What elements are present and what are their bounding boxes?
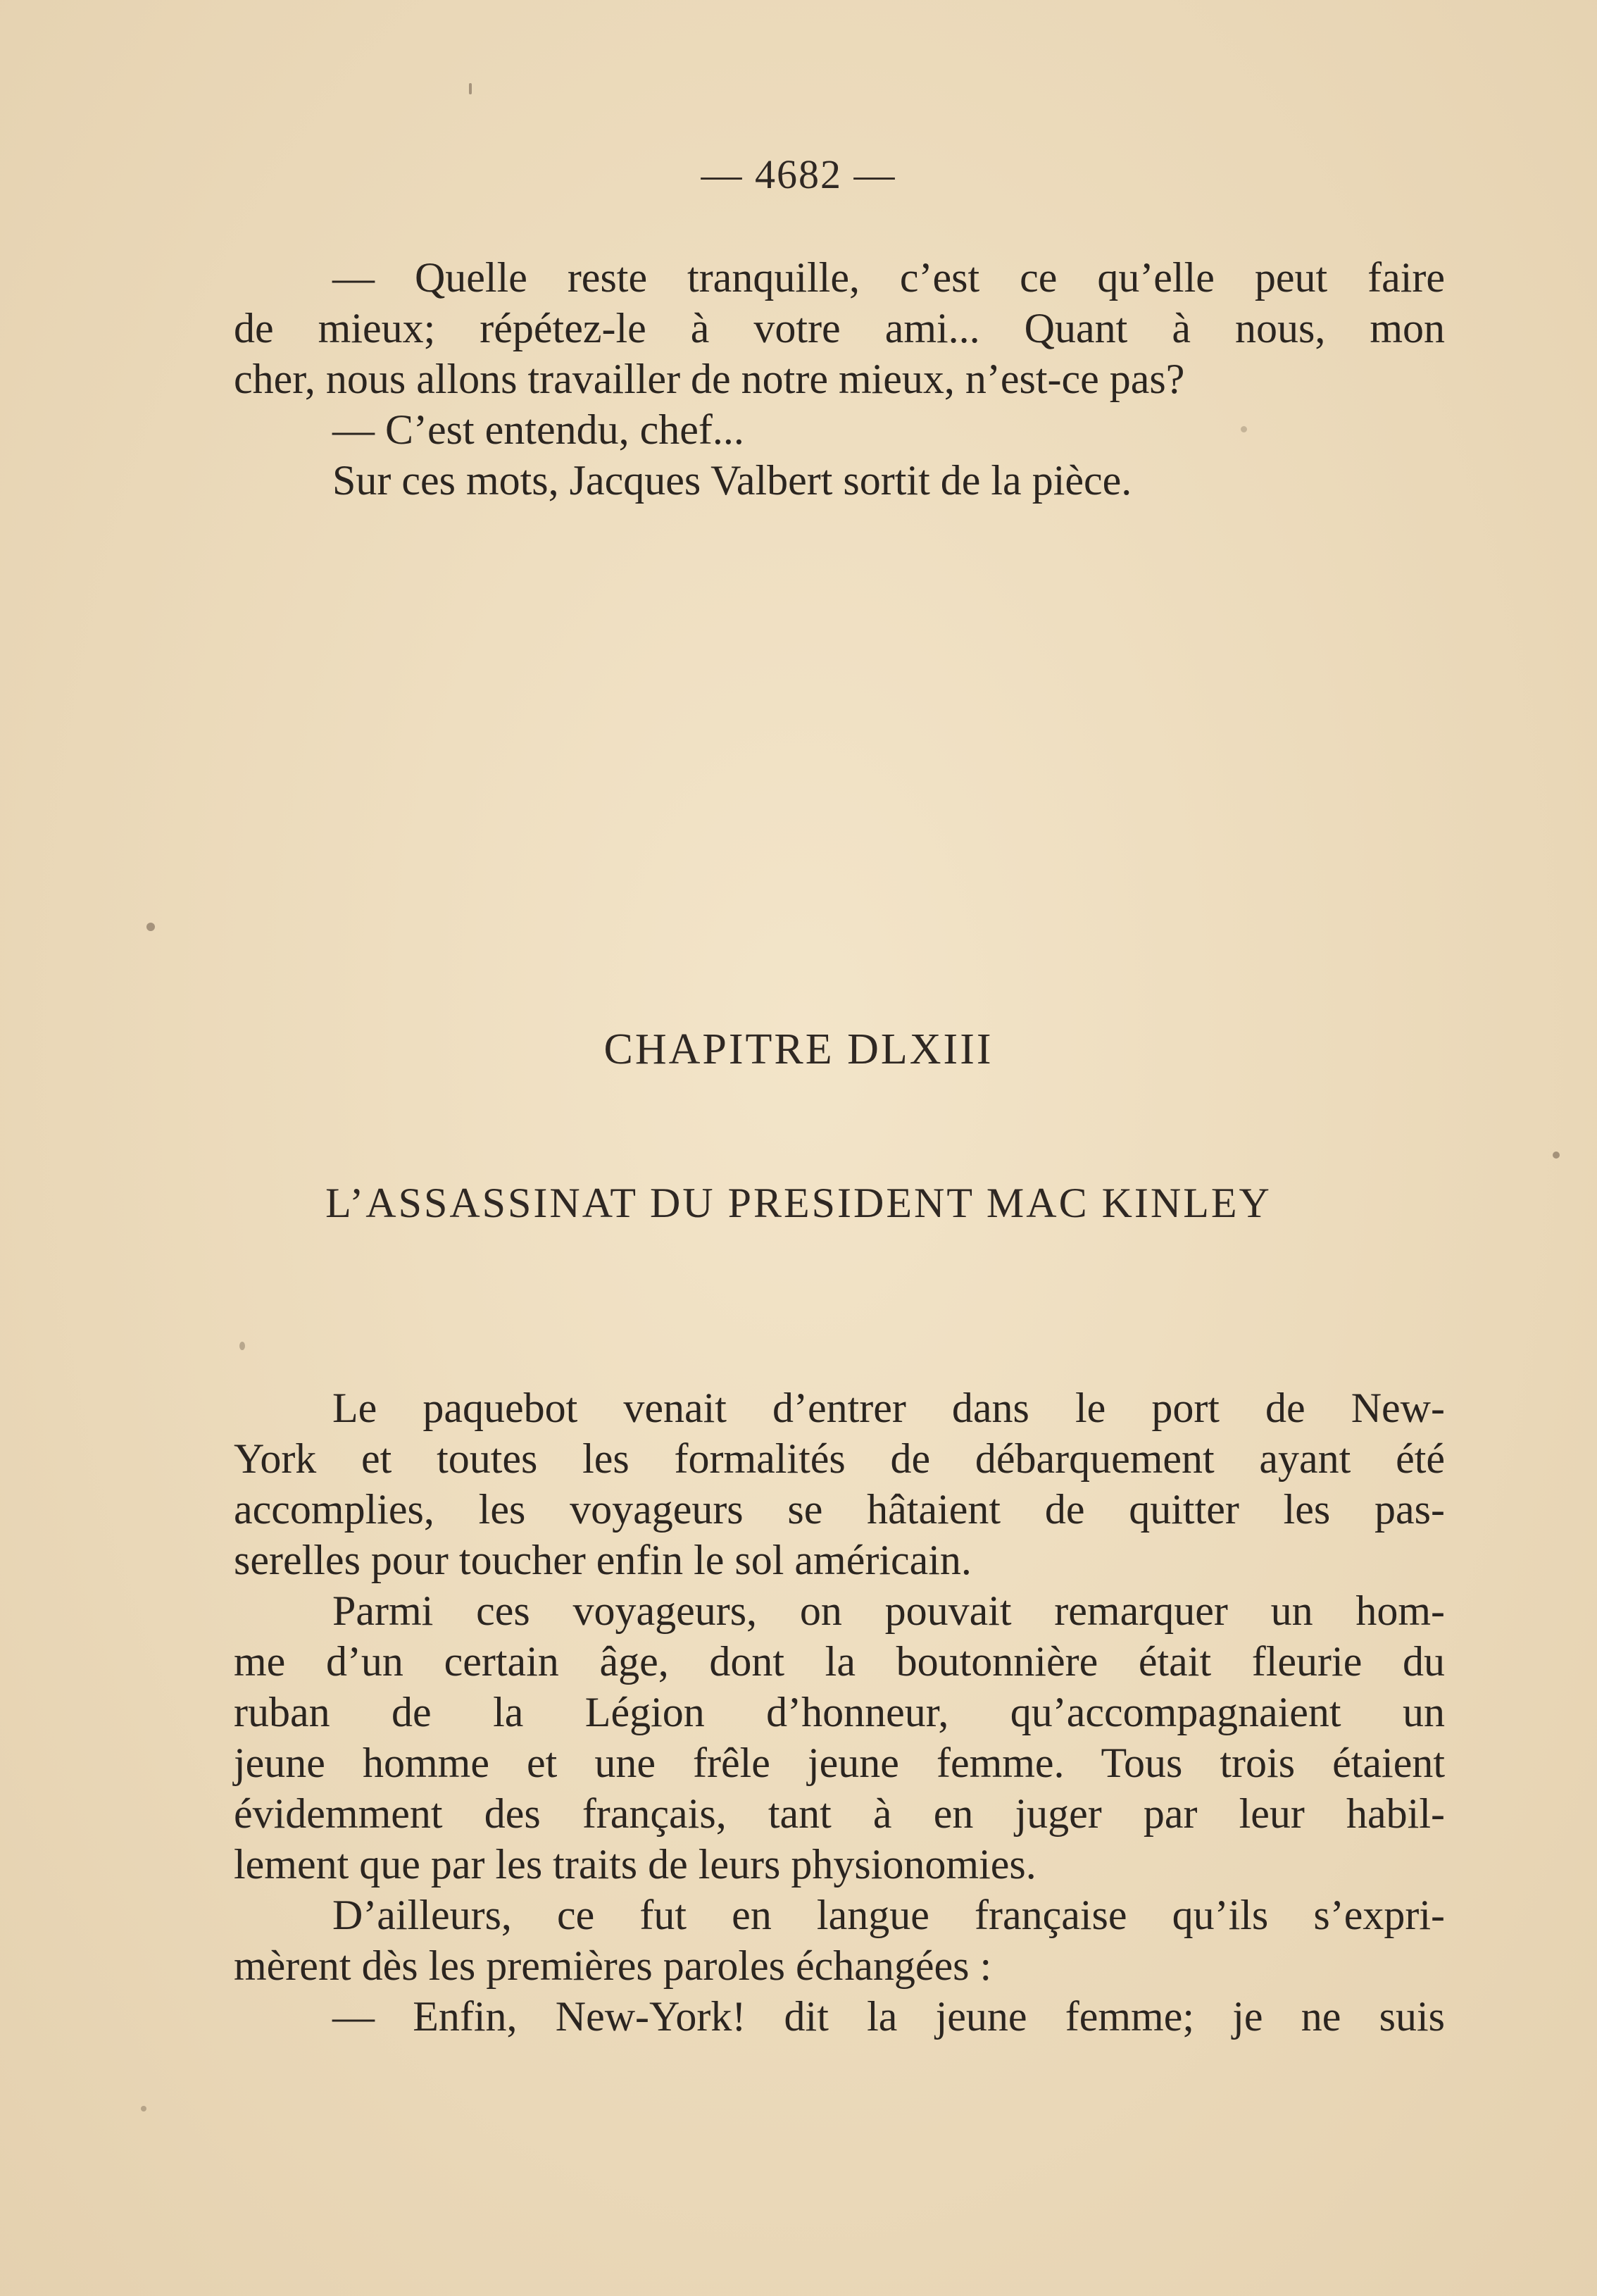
text-line: lement que par les traits de leurs physionomies. [234, 1841, 1037, 1888]
paper-speck [146, 923, 155, 931]
text-line: mèrent dès les premières paroles échangées : [234, 1942, 992, 1989]
text-line: — Quelle reste tranquille, c’est ce qu’elle peut faire [332, 254, 1445, 301]
text-line: Parmi ces voyageurs, on pouvait remarquer un hom- [332, 1587, 1445, 1634]
top-paragraphs [234, 252, 1445, 506]
chapter-subtitle: L’ASSASSINAT DU PRESIDENT MAC KINLEY [325, 1180, 1272, 1226]
chapter-title: CHAPITRE DLXIII [603, 1025, 994, 1073]
text-line: cher, nous allons travailler de notre mieux, n’est-ce pas? [234, 356, 1185, 402]
text-line: jeune homme et une frêle jeune femme. Tous trois étaient [234, 1740, 1445, 1786]
body-paragraphs [234, 1383, 1445, 2042]
paper-speck [141, 2106, 146, 2111]
text-line: ruban de la Légion d’honneur, qu’accompagnaient un [234, 1689, 1445, 1735]
text-line: Le paquebot venait d’entrer dans le port de New- [332, 1385, 1445, 1431]
text-line: serelles pour toucher enfin le sol américain. [234, 1537, 972, 1583]
text-line: évidemment des français, tant à en juger par leur habil- [234, 1790, 1445, 1837]
text-line: — Enfin, New-York! dit la jeune femme; je ne suis [332, 1993, 1445, 2040]
paper-speck [469, 83, 472, 94]
text-line: me d’un certain âge, dont la boutonnière était fleurie du [234, 1638, 1445, 1685]
text-line: de mieux; répétez-le à votre ami... Quant à nous, mon [234, 305, 1445, 351]
text-line: — C’est entendu, chef... [332, 406, 744, 453]
paper-speck [1553, 1152, 1560, 1159]
text-line: Sur ces mots, Jacques Valbert sortit de la pièce. [332, 457, 1132, 504]
paper-speck [1241, 426, 1247, 432]
text-line: York et toutes les formalités de débarquement ayant été [234, 1435, 1445, 1482]
page-number: — 4682 — [701, 151, 896, 197]
text-line: D’ailleurs, ce fut en langue française qu’ils s’expri- [332, 1892, 1445, 1938]
paper-speck [239, 1342, 245, 1350]
text-line: accomplies, les voyageurs se hâtaient de quitter les pas- [234, 1486, 1445, 1533]
